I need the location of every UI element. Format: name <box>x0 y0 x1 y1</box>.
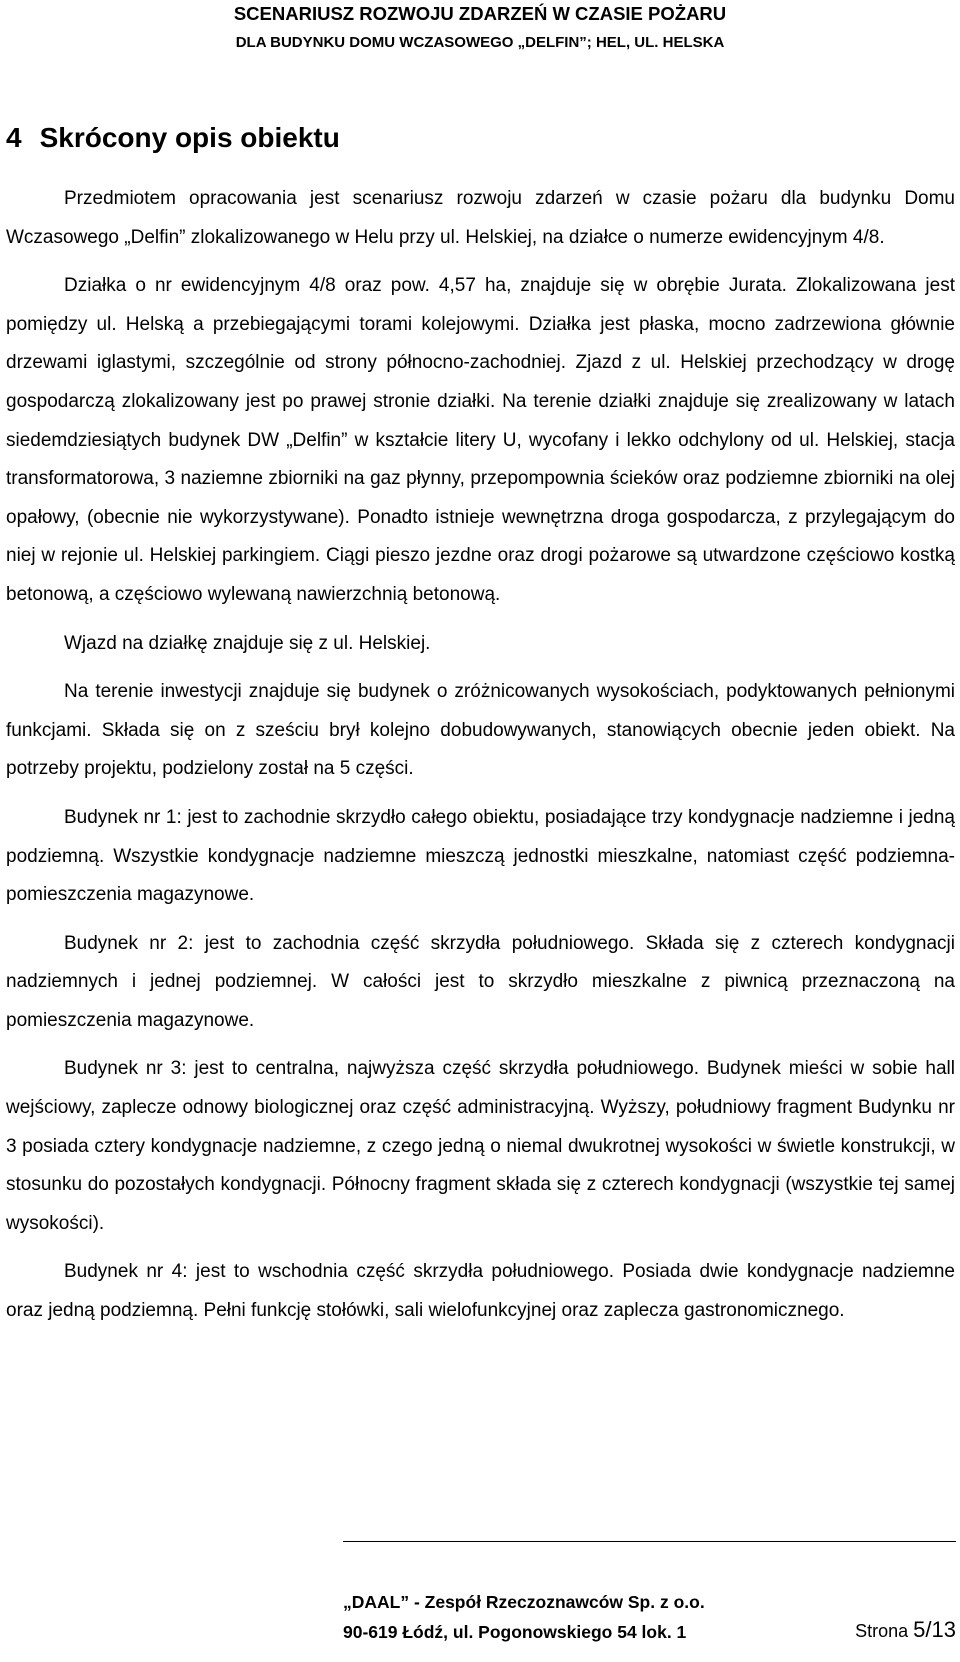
paragraph-subject: Przedmiotem opracowania jest scenariusz rozwoju zdarzeń w czasie pożaru dla budynku Domu Wczasowego „Delfin” zlokalizowanego w Helu przy ul. Helskiej, na działce o numerze ewidencyjnym 4/8. <box>6 188 955 248</box>
paragraph-building: Na terenie inwestycji znajduje się budynek o zróżnicowanych wysokościach, podyktowanych pełnionymi funkcjami. Składa się on z sześciu brył kolejno dobudowywanych, stanowiących obecnie jeden obiekt. Na potrzeby projektu, podzielony został na 5 części. <box>6 681 955 780</box>
page-indicator <box>855 1617 956 1644</box>
page-number: 5/13 <box>913 1617 956 1642</box>
section-heading <box>6 120 955 156</box>
footer-divider <box>343 1541 956 1542</box>
paragraph-building-3: Budynek nr 3: jest to centralna, najwyższa część skrzydła południowego. Budynek mieści w sobie hall wejściowy, zaplecze odnowy biologicznej oraz część administracyjną. Wyższy, południowy fragment Budynku nr 3 posiada cztery kondygnacje nadziemne, z czego jedną o niemal dwukrotnej wysokości w świetle konstrukcji, w stosunku do pozostałych kondygnacji. Północny fragment składa się z czterech kondygnacji (wszystkie tej samej wysokości). <box>6 1058 955 1234</box>
document-subtitle: DLA BUDYNKU DOMU WCZASOWEGO „DELFIN”; HEL, UL. HELSKA <box>235 34 725 51</box>
footer-company: „DAAL” - Zespół Rzeczoznawców Sp. z o.o. <box>343 1592 705 1612</box>
footer-address: 90-619 Łódź, ul. Pogonowskiego 54 lok. 1 <box>343 1622 687 1642</box>
paragraph-plot: Działka o nr ewidencyjnym 4/8 oraz pow. 4,57 ha, znajduje się w obrębie Jurata. Zlokalizowana jest pomiędzy ul. Helską a przebiegającymi torami kolejowymi. Działka jest płaska, mocno zadrzewiona głównie drzewami iglastymi, szczególnie od strony północno-zachodniej. Zjazd z ul. Helskiej przechodzący w drogę gospodarczą zlokalizowany jest po prawej stronie działki. Na terenie działki znajduje się zrealizowany w latach siedemdziesiątych budynek DW „Delfin” w kształcie litery U, wycofany i lekko odchylony od ul. Helskiej, stacja transformatorowa, 3 naziemne zbiorniki na gaz płynny, przepompownia ścieków oraz podziemne zbiorniki na olej opałowy, (obecnie nie wykorzystywane). Ponadto istnieje wewnętrzna droga gospodarcza, z przylegającym do niej w rejonie ul. Helskiej parkingiem. Ciągi pieszo jezdne oraz drogi pożarowe są utwardzone częściowo kostką betonową, a częściowo wylewaną nawierzchnią betonową. <box>6 275 955 605</box>
page-header <box>0 2 960 54</box>
section-title: Skrócony opis obiektu <box>39 122 340 153</box>
paragraph-building-2: Budynek nr 2: jest to zachodnia część skrzydła południowego. Składa się z czterech kondygnacji nadziemnych i jednej podziemnej. W całości jest to skrzydło mieszkalne z piwnicą przeznaczoną na pomieszczenia magazynowe. <box>6 932 955 1031</box>
page-label: Strona <box>855 1621 909 1641</box>
paragraph-building-4: Budynek nr 4: jest to wschodnia część skrzydła południowego. Posiada dwie kondygnacje nadziemne oraz jedną podziemną. Pełni funkcję stołówki, sali wielofunkcyjnej oraz zaplecza gastronomicznego. <box>6 1261 955 1322</box>
document-title: SCENARIUSZ ROZWOJU ZDARZEŃ W CZASIE POŻARU <box>233 3 727 24</box>
paragraph-entrance: Wjazd na działkę znajduje się z ul. Helskiej. <box>64 632 431 654</box>
page-footer <box>0 1541 960 1662</box>
document-body <box>6 112 955 1341</box>
paragraph-building-1: Budynek nr 1: jest to zachodnie skrzydło całego obiektu, posiadające trzy kondygnacje nadziemne i jedną podziemną. Wszystkie kondygnacje nadziemne mieszczą jednostki mieszkalne, natomiast część podziemna- pomieszczenia magazynowe. <box>6 806 955 906</box>
section-number: 4 <box>6 122 22 153</box>
